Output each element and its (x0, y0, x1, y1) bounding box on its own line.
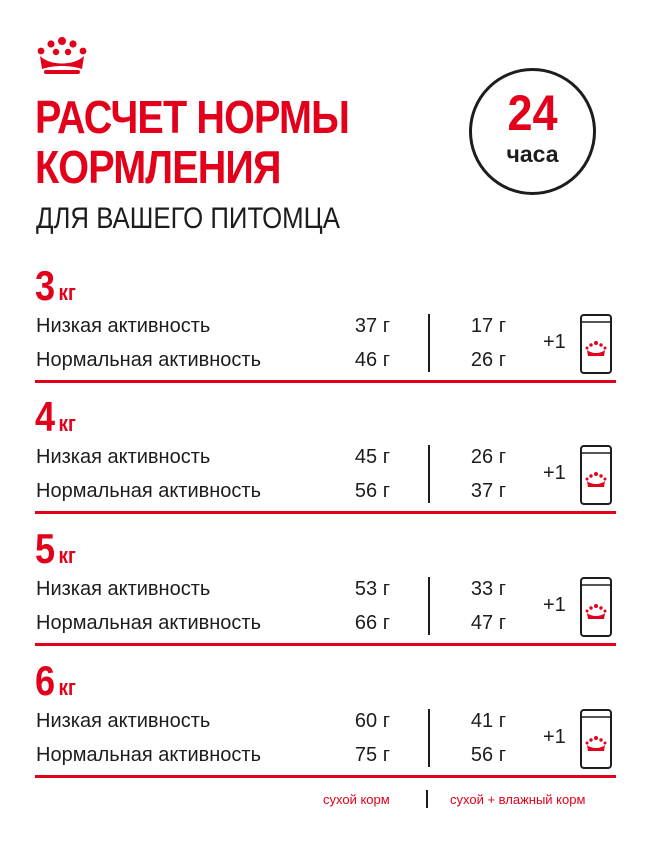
row-label-normal-activity: Нормальная активность (36, 744, 262, 766)
dry-food-amount: 66 г (354, 612, 390, 634)
dry-food-amount: 56 г (354, 480, 390, 502)
title-line-1: РАСЧЕТ НОРМЫ (35, 91, 349, 143)
mixed-food-amount: 17 г (470, 315, 506, 337)
row-label-low-activity: Низкая активность (36, 446, 211, 468)
row-label-normal-activity: Нормальная активность (36, 480, 262, 502)
weight-heading (35, 264, 76, 308)
dry-food-amount: 60 г (354, 710, 390, 732)
column-divider (428, 445, 430, 503)
row-label-normal-activity: Нормальная активность (36, 349, 262, 371)
crown-logo-icon (36, 36, 88, 76)
weight-value: 5 (35, 525, 56, 572)
title-line-2: КОРМЛЕНИЯ (35, 141, 281, 193)
weight-value: 4 (35, 393, 56, 440)
mixed-food-amount: 56 г (470, 744, 506, 766)
legend-divider (426, 790, 428, 808)
column-divider (428, 577, 430, 635)
weight-section-6kg (0, 659, 650, 779)
weight-value: 3 (35, 262, 56, 309)
weight-section-3kg (0, 264, 650, 384)
weight-unit: кг (58, 411, 76, 436)
weight-section-4kg (0, 395, 650, 515)
section-divider (35, 380, 616, 383)
column-divider (428, 314, 430, 372)
section-divider (35, 643, 616, 646)
mixed-food-amount: 37 г (470, 480, 506, 502)
dry-food-amount: 75 г (354, 744, 390, 766)
pouch-icon (580, 577, 612, 637)
plus-pouch-label: +1 (543, 726, 566, 748)
legend-mixed-food: сухой + влажный корм (450, 792, 586, 807)
pouch-icon (580, 445, 612, 505)
row-label-normal-activity: Нормальная активность (36, 612, 262, 634)
plus-pouch-label: +1 (543, 594, 566, 616)
mixed-food-amount: 41 г (470, 710, 506, 732)
weight-value: 6 (35, 657, 56, 704)
dry-food-amount: 53 г (354, 578, 390, 600)
plus-pouch-label: +1 (543, 462, 566, 484)
column-divider (428, 709, 430, 767)
dry-food-amount: 46 г (354, 349, 390, 371)
weight-unit: кг (58, 675, 76, 700)
weight-heading (35, 527, 76, 571)
weight-heading (35, 395, 76, 439)
badge-24-hours (469, 68, 596, 195)
mixed-food-amount: 33 г (470, 578, 506, 600)
row-label-low-activity: Низкая активность (36, 710, 211, 732)
mixed-food-amount: 26 г (470, 446, 506, 468)
pouch-icon (580, 314, 612, 374)
weight-unit: кг (58, 543, 76, 568)
badge-number: 24 (507, 85, 558, 141)
dry-food-amount: 45 г (354, 446, 390, 468)
section-divider (35, 775, 616, 778)
mixed-food-amount: 47 г (470, 612, 506, 634)
page-title (35, 92, 349, 192)
pouch-icon (580, 709, 612, 769)
row-label-low-activity: Низкая активность (36, 578, 211, 600)
weight-heading (35, 659, 76, 703)
weight-section-5kg (0, 527, 650, 647)
section-divider (35, 511, 616, 514)
badge-label: часа (506, 141, 559, 167)
plus-pouch-label: +1 (543, 331, 566, 353)
row-label-low-activity: Низкая активность (36, 315, 211, 337)
dry-food-amount: 37 г (354, 315, 390, 337)
weight-unit: кг (58, 280, 76, 305)
legend-dry-food: сухой корм (323, 792, 390, 807)
page-subtitle: ДЛЯ ВАШЕГО ПИТОМЦА (36, 202, 340, 235)
mixed-food-amount: 26 г (470, 349, 506, 371)
